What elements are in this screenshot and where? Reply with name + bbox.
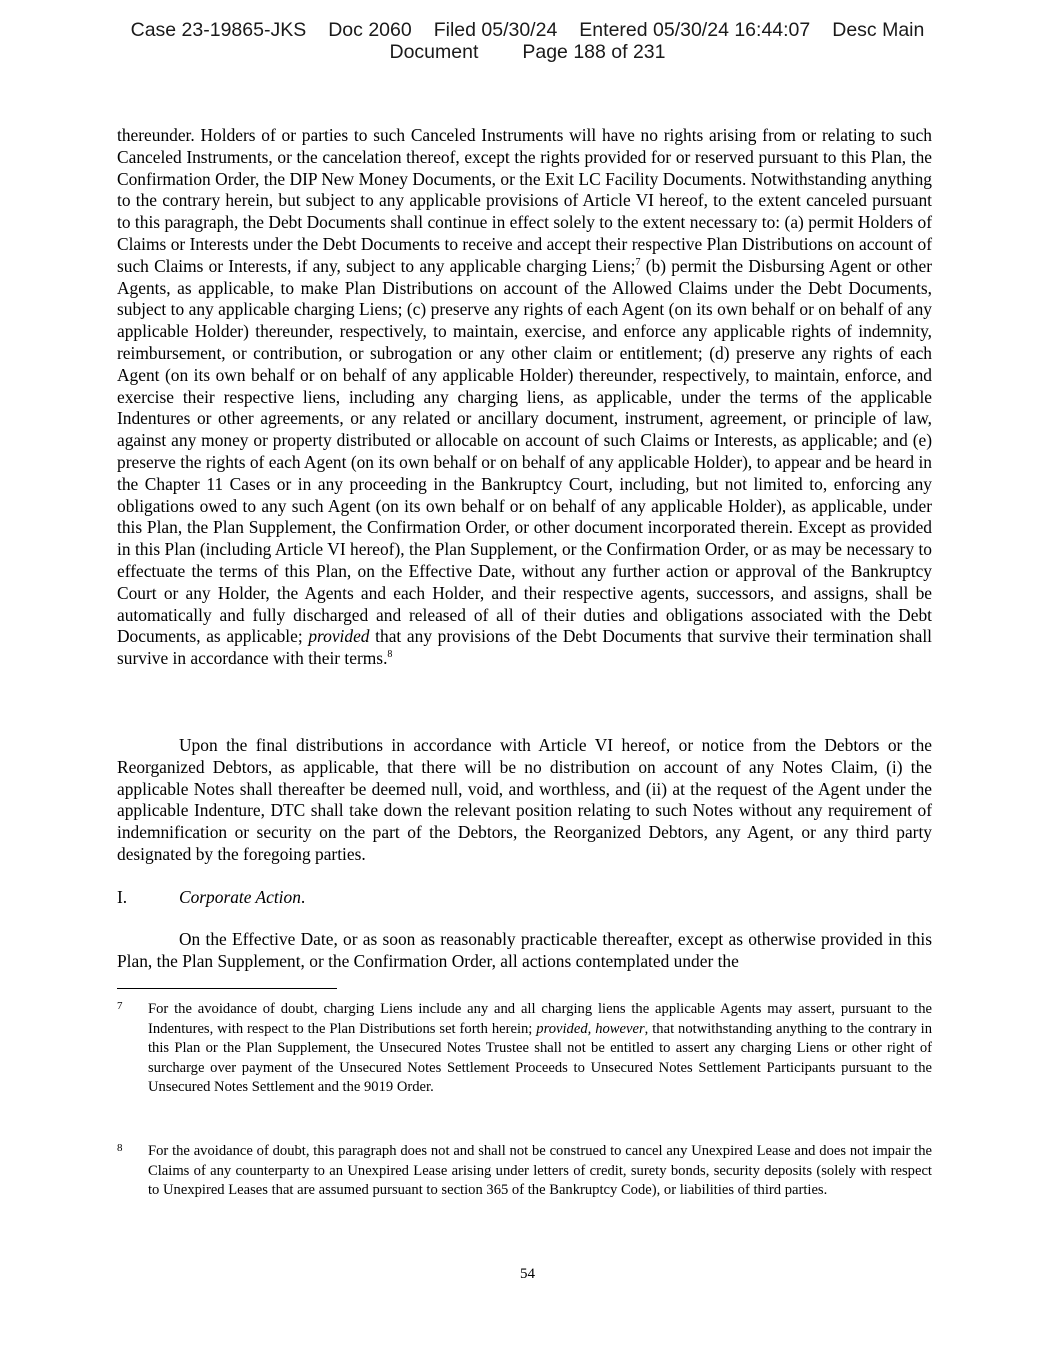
case-number: Case 23-19865-JKS [130, 19, 307, 41]
footnote-text: For the avoidance of doubt, this paragraph does not and shall not be construed to cancel any Unexpired Lease and does not impair the Claims of any counterparty to an Unexpired Lease arising under letters of credit, surety bonds, security deposits (solely with respect to Unexpired Leases that are assumed pursuant to section 365 of the Bankruptcy Code), or liabilities of third parties. [148, 1143, 932, 1199]
footnote-ref-8: 8 [387, 649, 393, 661]
court-filing-header [0, 19, 1055, 63]
paragraph-text: Upon the final distributions in accordance with Article VI hereof, or notice from the Debtors or the Reorganized Debtors, as applicable, that there will be no distribution on account of any Notes Claim, (i) the applicable Notes shall thereafter be deemed null, void, and worthless, and (ii) at the request of the Agent under the applicable Indenture, DTC shall take down the relevant position relating to such Notes without any requirement of indemnification or security on the part of the Debtors, the Reorganized Debtors, any Agent, or any third party designated by the foregoing parties. [117, 735, 932, 864]
header-line-1 [0, 19, 1055, 41]
paragraph-debt-documents [117, 125, 932, 670]
page-count: Page 188 of 231 [522, 41, 666, 63]
footnote-8 [117, 1142, 932, 1201]
paragraph-corporate-action [117, 929, 932, 973]
paragraph-text: that any provisions of the Debt Documents that survive their termination shall survive in accordance with their terms. [117, 626, 933, 669]
header-line-2 [0, 41, 1055, 63]
paragraph-text: thereunder. Holders of or parties to such Canceled Instruments will have no rights arising from or relating to such Canceled Instruments, or the cancelation thereof, except the rights provided for or reserved pursuant to this Plan, the Confirmation Order, the DIP New Money Documents, or the Exit LC Facility Documents. Notwithstanding anything to the contrary herein, but subject to any applicable provisions of Article VI hereof, to the extent canceled pursuant to this paragraph, the Debt Documents shall continue in effect solely to the extent necessary to: (a) permit Holders of Claims or Interests under the Debt Documents to receive and accept their respective Plan Distributions on account of such Claims or Interests, if any, subject to any applicable charging Liens; [117, 125, 932, 276]
section-heading [117, 886, 305, 908]
footnote-ref-7: 7 [635, 256, 641, 268]
paragraph-text: (b) permit the Disbursing Agent or other Agents, as applicable, to make Plan Distributions on account of the Allowed Claims under the Debt Documents, subject to any applicable charging Liens; (c) preserve any rights of each Agent (on its own behalf or on behalf of any applicable Holder) thereunder, respectively, to maintain, exercise, and enforce any applicable rights of indemnity, reimbursement, or contribution, or subrogation or any other claim or entitlement; (d) preserve any rights of each Agent (on its own behalf or on behalf of any applicable Holder) thereunder, respectively, to maintain, enforce, and exercise their respective liens, including any charging liens, as applicable, under the terms of the applicable Indentures or other agreements, or any related or ancillary document, instrument, agreement, or principle of law, against any money or property distributed or allocable on account of such Claims or Interests, as applicable; and (e) preserve the rights of each Agent (on its own behalf or on behalf of any applicable Holder), to appear and be heard in the Chapter 11 Cases or in any proceeding in the Bankruptcy Court, including, but not limited to, enforcing any obligations owed to any such Agent (on its own behalf or on behalf of any applicable Holder), as applicable, under this Plan, the Plan Supplement, the Confirmation Order, or other document incorporated therein. Except as provided in this Plan (including Article VI hereof), the Plan Supplement, or the Confirmation Order, or as may be necessary to effectuate the terms of this Plan, on the Effective Date, without any further action or approval of the Bankruptcy Court or any Holder, the Agents and each Holder, and their respective agents, successors, and assigns, shall be automatically and fully discharged and released of all of their duties and obligations associated with the Debt Documents, as applicable; [117, 255, 932, 647]
footnote-text: , that notwithstanding anything to the contrary in this Plan or the Plan Supplement, the Unsecured Notes Trustee shall not be entitled to assert any charging Liens or other right of surcharge over payment of the Unsecured Notes Settlement Proceeds to Unsecured Notes Settlement Participants pursuant to the Unsecured Notes Settlement and the 9019 Order. [148, 1020, 932, 1096]
doc-number: Doc 2060 [328, 19, 412, 41]
page-number: 54 [520, 1266, 535, 1282]
footnote-mark: 8 [117, 1142, 123, 1154]
section-title: Corporate Action [179, 887, 301, 907]
section-number: I. [117, 887, 128, 907]
document-label: Document [389, 41, 479, 63]
footnote-mark: 7 [117, 1000, 123, 1012]
footnote-divider [117, 988, 337, 989]
footnote-text: For the avoidance of doubt, charging Liens include any and all charging liens the applicable Agents may assert, pursuant to the Indentures, with respect to the Plan Distributions set forth herein; [148, 1001, 932, 1037]
filed-date: Filed 05/30/24 [433, 19, 558, 41]
italic-provided: provided [308, 626, 370, 647]
italic-provided-however: provided, however [536, 1020, 645, 1037]
footnote-7 [117, 1000, 932, 1098]
section-period: . [300, 887, 306, 907]
entered-date: Entered 05/30/24 16:44:07 [579, 19, 811, 41]
desc-label: Desc Main [832, 19, 925, 41]
paragraph-final-distributions [117, 735, 932, 866]
paragraph-text: On the Effective Date, or as soon as reasonably practicable thereafter, except as otherwise provided in this Plan, the Plan Supplement, or the Confirmation Order, all actions contemplated under the [117, 929, 932, 971]
